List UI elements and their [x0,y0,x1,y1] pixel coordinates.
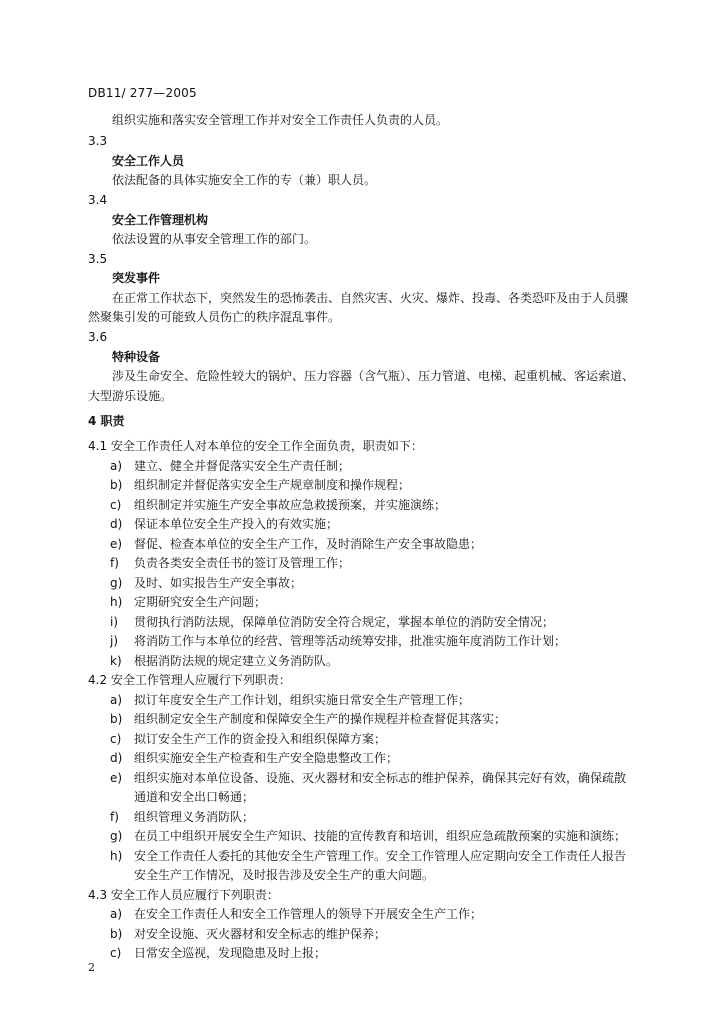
list-item: 督促、检查本单位的安全生产工作，及时消除生产安全事故隐患； [134,537,483,551]
list-marker: b) [110,478,123,492]
list-item: 定期研究安全生产问题； [134,595,267,609]
section-heading: 4 职责 [88,414,125,428]
term-title: 突发事件 [112,271,161,285]
paragraph-line: 在正常工作状态下，突然发生的恐怖袭击、自然灾害、火灾、爆炸、投毒、各类恐吓及由于人员骤 [112,291,629,305]
list-marker: k) [110,654,122,668]
list-marker: c) [110,498,122,512]
list-item: 组织制定并实施生产安全事故应急救援预案，并实施演练； [134,498,447,512]
list-marker: d) [110,751,123,765]
list-item-continuation: 安全生产工作情况，及时报告涉及安全生产的重大问题。 [134,868,435,882]
list-item: 组织实施安全生产检查和生产安全隐患整改工作； [134,751,399,765]
list-item: 根据消防法规的规定建立义务消防队。 [134,654,339,668]
list-item: 日常安全巡视，发现隐患及时上报； [134,946,327,960]
list-item-continuation: 通道和安全出口畅通； [134,790,255,804]
list-marker: g) [110,829,123,843]
list-marker: e) [110,537,123,551]
list-marker: c) [110,946,122,960]
term-title: 安全工作管理机构 [112,213,209,227]
list-marker: a) [110,907,123,921]
list-marker: j) [110,634,119,648]
list-marker: e) [110,771,123,785]
document-header: DB11/ 277—2005 [88,86,197,100]
list-item: 在安全工作责任人和安全工作管理人的领导下开展安全生产工作； [134,907,483,921]
list-marker: g) [110,576,123,590]
list-item: 在员工中组织开展安全生产知识、技能的宣传教育和培训，组织应急疏散预案的实施和演练； [134,829,627,843]
paragraph-line: 大型游乐设施。 [88,389,173,403]
list-marker: a) [110,459,123,473]
list-item: 安全工作责任人委托的其他安全生产管理工作。安全工作管理人应定期向安全工作责任人报告 [134,849,627,863]
list-item: 保证本单位安全生产投入的有效实施； [134,517,339,531]
section-number: 3.6 [88,330,108,344]
list-item: 贯彻执行消防法规，保障单位消防安全符合规定，掌握本单位的消防安全情况； [134,615,555,629]
list-marker: a) [110,693,123,707]
list-item: 负责各类安全责任书的签订及管理工作； [134,556,351,570]
list-marker: h) [110,595,123,609]
list-item: 组织制定安全生产制度和保障安全生产的操作规程并检查督促其落实； [134,712,507,726]
list-item: 拟订年度安全生产工作计划，组织实施日常安全生产管理工作； [134,693,471,707]
paragraph-line: 依法设置的从事安全管理工作的部门。 [112,232,317,246]
list-marker: d) [110,517,123,531]
paragraph-line: 依法配备的具体实施安全工作的专（兼）职人员。 [112,173,377,187]
list-item: 将消防工作与本单位的经营、管理等活动统筹安排，批准实施年度消防工作计划； [134,634,567,648]
list-item: 对安全设施、灭火器材和安全标志的维护保养； [134,927,387,941]
section-number: 3.5 [88,252,108,266]
page-number: 2 [88,961,95,974]
list-marker: b) [110,927,123,941]
list-item: 拟订安全生产工作的资金投入和组织保障方案； [134,732,387,746]
section-number: 3.4 [88,193,108,207]
list-marker: b) [110,712,123,726]
clause-line: 4.2 安全工作管理人应履行下列职责： [88,673,291,687]
list-marker: h) [110,849,123,863]
list-marker: i) [110,615,119,629]
list-item: 组织实施对本单位设备、设施、灭火器材和安全标志的维护保养，确保其完好有效，确保疏散 [134,771,627,785]
paragraph-line: 然聚集引发的可能致人员伤亡的秩序混乱事件。 [88,310,341,324]
list-item: 组织管理义务消防队； [134,810,255,824]
list-item: 建立、健全并督促落实安全生产责任制； [134,459,351,473]
clause-line: 4.3 安全工作人员应履行下列职责： [88,888,279,902]
term-title: 安全工作人员 [112,154,185,168]
clause-line: 4.1 安全工作责任人对本单位的安全工作全面负责，职责如下： [88,439,423,453]
list-marker: f) [110,810,119,824]
list-item: 组织制定并督促落实安全生产规章制度和操作规程； [134,478,411,492]
list-marker: c) [110,732,122,746]
paragraph-line: 涉及生命安全、危险性较大的锅炉、压力容器（含气瓶）、压力管道、电梯、起重机械、客运索道、 [112,369,635,383]
paragraph-line: 组织实施和落实安全管理工作并对安全工作责任人负责的人员。 [112,113,449,127]
list-item: 及时、如实报告生产安全事故； [134,576,303,590]
term-title: 特种设备 [112,350,161,364]
list-marker: f) [110,556,119,570]
section-number: 3.3 [88,134,108,148]
